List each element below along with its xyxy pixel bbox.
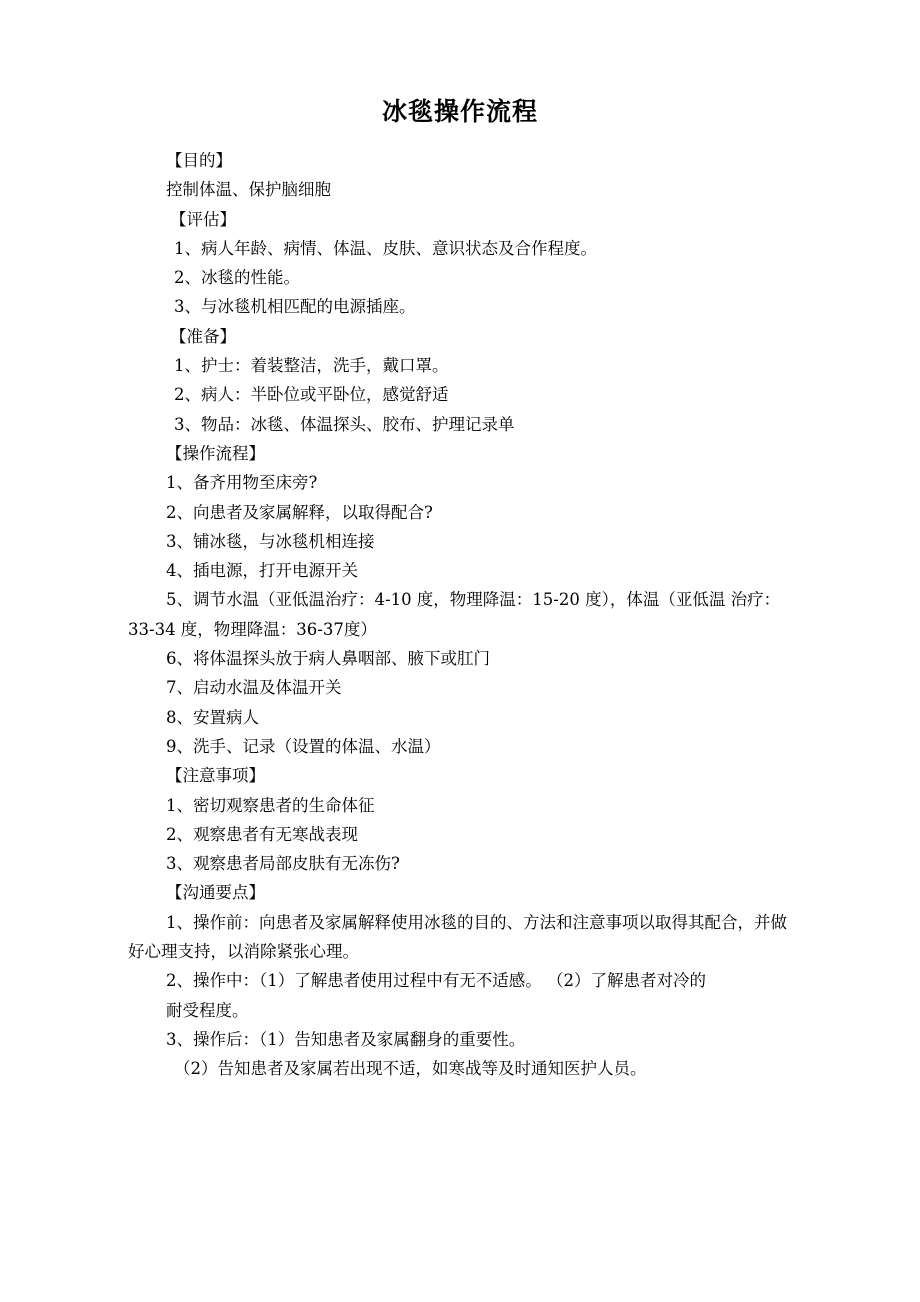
document-title: 冰毯操作流程	[381, 97, 538, 126]
procedure-step: 7、启动水温及体温开关	[166, 678, 342, 698]
procedure-step: 4、插电源，打开电源开关	[166, 561, 358, 581]
precaution-item: 1、密切观察患者的生命体征	[166, 795, 375, 815]
precaution-item: 3、观察患者局部皮肤有无冻伤?	[166, 854, 400, 874]
procedure-step: 3、铺冰毯，与冰毯机相连接	[166, 531, 375, 551]
assessment-item: 3、与冰毯机相匹配的电源插座。	[174, 297, 416, 317]
communication-item-continuation: （2）告知患者及家属若出现不适，如寒战等及时通知医护人员。	[174, 1059, 647, 1079]
section-heading-assessment: 【评估】	[170, 209, 236, 229]
communication-item: 1、操作前：向患者及家属解释使用冰毯的目的、方法和注意事项以取得其配合，并做好心理支持，以消除紧张心理。	[128, 912, 787, 962]
procedure-step: 5、调节水温（亚低温治疗：4-10 度，物理降温：15-20 度），体温（亚低温 治疗：33-34 度，物理降温：36-37度）	[128, 590, 781, 639]
communication-item: 2、操作中：（1）了解患者使用过程中有无不适感。 （2）了解患者对冷的	[166, 971, 706, 991]
document-body	[128, 146, 800, 1084]
preparation-item: 2、病人：半卧位或平卧位，感觉舒适	[174, 385, 449, 405]
preparation-item: 1、护士：着装整洁，洗手，戴口罩。	[174, 356, 449, 376]
section-heading-purpose: 【目的】	[166, 151, 232, 170]
procedure-step: 2、向患者及家属解释，以取得配合?	[166, 502, 433, 522]
communication-item-continuation: 耐受程度。	[166, 1000, 249, 1020]
assessment-item: 2、冰毯的性能。	[174, 268, 300, 288]
procedure-step: 1、备齐用物至床旁?	[166, 473, 318, 493]
communication-item: 3、操作后：（1）告知患者及家属翻身的重要性。	[166, 1029, 526, 1049]
assessment-item: 1、病人年龄、病情、体温、皮肤、意识状态及合作程度。	[174, 238, 597, 258]
procedure-step: 9、洗手、记录（设置的体温、水温）	[166, 736, 441, 756]
section-heading-preparation: 【准备】	[170, 326, 236, 346]
procedure-step: 6、将体温探头放于病人鼻咽部、腋下或肛门	[166, 649, 490, 669]
preparation-item: 3、物品：冰毯、体温探头、胶布、护理记录单	[174, 414, 515, 434]
section-heading-precautions: 【注意事项】	[166, 766, 265, 786]
precaution-item: 2、观察患者有无寒战表现	[166, 824, 358, 844]
section-heading-communication: 【沟通要点】	[166, 883, 265, 903]
purpose-text: 控制体温、保护脑细胞	[166, 180, 331, 200]
section-heading-procedure: 【操作流程】	[166, 443, 265, 463]
procedure-step: 8、安置病人	[166, 707, 259, 727]
